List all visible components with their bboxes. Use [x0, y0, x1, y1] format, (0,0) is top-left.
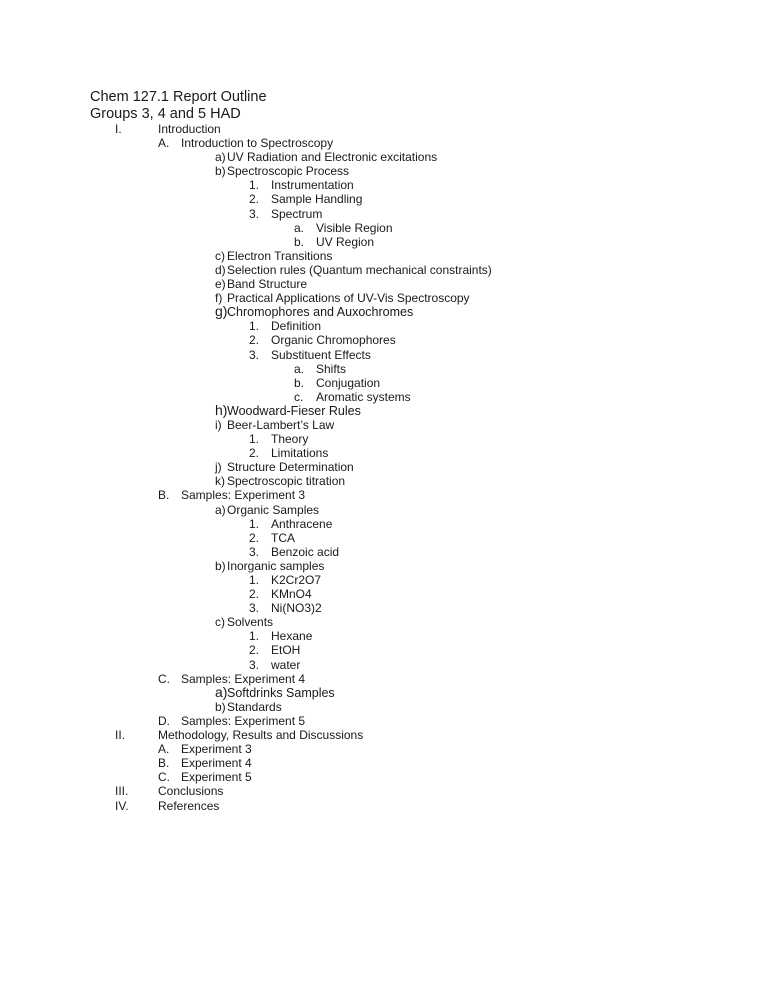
outline-item: [0, 601, 768, 615]
outline-marker: 1.: [249, 516, 260, 531]
document-subtitle: Groups 3, 4 and 5 HAD: [90, 106, 241, 122]
outline-item: [0, 376, 768, 390]
outline-marker: C.: [158, 770, 170, 785]
outline-text: Visible Region: [316, 220, 393, 235]
outline-item: [0, 207, 768, 221]
outline-text: Methodology, Results and Discussions: [158, 728, 364, 743]
outline-item: [0, 319, 768, 333]
outline-marker: a.: [294, 220, 305, 235]
outline-item: [0, 249, 768, 263]
outline-marker: d): [215, 262, 226, 277]
outline-marker: c): [215, 615, 225, 630]
outline-text: Theory: [271, 432, 309, 447]
outline-marker: 1.: [249, 573, 260, 587]
outline-text: Limitations: [271, 446, 329, 461]
outline-marker: b): [215, 699, 226, 714]
outline-marker: 3.: [249, 657, 260, 672]
outline-marker: 3.: [249, 347, 260, 362]
outline-marker: B.: [158, 488, 170, 503]
outline-text: Electron Transitions: [227, 248, 333, 263]
outline-item: [0, 122, 768, 136]
outline-text: Band Structure: [227, 277, 308, 292]
outline-text: Conjugation: [316, 375, 381, 390]
outline-text: Ni(NO3)2: [271, 601, 322, 616]
outline-item: [0, 714, 768, 728]
outline-marker: c.: [294, 389, 304, 404]
outline-marker: h): [215, 401, 228, 418]
outline-text: Experiment 5: [181, 770, 252, 785]
outline-marker: 2.: [249, 587, 260, 602]
outline-item: [0, 799, 768, 813]
outline-text: Selection rules (Quantum mechanical constraints): [227, 262, 492, 277]
outline-marker: a): [215, 683, 228, 700]
outline-item: [0, 401, 768, 418]
outline-item: [0, 348, 768, 362]
outline-item: [0, 517, 768, 531]
outline-text: Softdrinks Samples: [227, 685, 335, 700]
outline-marker: I.: [115, 122, 122, 136]
outline-text: Benzoic acid: [271, 544, 340, 559]
outline-item: [0, 756, 768, 770]
outline-text: Conclusions: [158, 784, 224, 799]
outline-text: Organic Chromophores: [271, 333, 396, 348]
outline-item: [0, 615, 768, 629]
outline-item: [0, 263, 768, 277]
outline-text: Inorganic samples: [227, 558, 325, 573]
outline-marker: b): [215, 164, 226, 179]
outline-item: [0, 700, 768, 714]
outline-marker: 3.: [249, 544, 260, 559]
outline-marker: b.: [294, 234, 305, 249]
outline-text: Structure Determination: [227, 460, 354, 475]
outline-text: Woodward-Fieser Rules: [227, 403, 361, 418]
outline-text: Experiment 4: [181, 756, 252, 771]
outline-item: [0, 460, 768, 474]
outline-text: Aromatic systems: [316, 389, 411, 404]
outline-marker: b): [215, 558, 226, 573]
outline-text: Anthracene: [271, 516, 333, 531]
outline-item: [0, 658, 768, 672]
outline-text: Standards: [227, 699, 282, 714]
outline-text: UV Radiation and Electronic excitations: [227, 150, 438, 165]
outline-item: [0, 559, 768, 573]
outline-item: [0, 192, 768, 206]
outline-marker: c): [215, 248, 225, 263]
outline-text: Chromophores and Auxochromes: [227, 305, 414, 320]
outline-marker: 1.: [249, 432, 260, 447]
outline-text: Practical Applications of UV-Vis Spectroscopy: [227, 291, 470, 306]
outline-item: [0, 587, 768, 601]
outline-marker: B.: [158, 756, 170, 771]
outline-marker: i): [215, 417, 222, 432]
outline-item: [0, 164, 768, 178]
outline-marker: 1.: [249, 178, 260, 193]
outline-text: Definition: [271, 319, 322, 334]
outline-marker: 2.: [249, 530, 260, 545]
outline-marker: a.: [294, 361, 305, 376]
outline-text: Spectroscopic Process: [227, 164, 350, 179]
outline-text: UV Region: [316, 234, 375, 249]
outline-marker: g): [215, 303, 228, 320]
outline-text: Organic Samples: [227, 502, 320, 517]
outline-text: Spectroscopic titration: [227, 474, 346, 489]
outline-marker: a): [215, 502, 226, 517]
outline-item: [0, 178, 768, 192]
outline-item: [0, 474, 768, 488]
outline-item: [0, 136, 768, 150]
outline-marker: II.: [115, 728, 126, 743]
outline-item: [0, 235, 768, 249]
outline-marker: 2.: [249, 446, 260, 461]
outline-item: [0, 531, 768, 545]
outline-marker: b.: [294, 375, 305, 390]
outline-text: TCA: [271, 530, 295, 545]
outline-item: [0, 643, 768, 657]
outline-item: [0, 390, 768, 404]
outline-item: [0, 629, 768, 643]
outline-item: [0, 672, 768, 686]
outline-marker: C.: [158, 671, 170, 686]
outline-item: [0, 742, 768, 756]
outline-text: Spectrum: [271, 206, 323, 221]
outline-marker: a): [215, 150, 226, 165]
outline-text: KMnO4: [271, 587, 312, 602]
outline-marker: A.: [158, 742, 170, 757]
outline-marker: D.: [158, 713, 170, 728]
outline-item: [0, 333, 768, 347]
outline-item: [0, 418, 768, 432]
outline-marker: 1.: [249, 629, 260, 644]
outline-text: EtOH: [271, 643, 301, 658]
outline-item: [0, 432, 768, 446]
outline-text: Sample Handling: [271, 192, 363, 207]
outline-marker: A.: [158, 136, 170, 151]
outline-text: K2Cr2O7: [271, 573, 322, 587]
outline-marker: 3.: [249, 601, 260, 616]
report-outline: [0, 122, 768, 813]
outline-text: Beer-Lambert’s Law: [227, 417, 335, 432]
outline-marker: j): [215, 460, 222, 475]
outline-item: [0, 305, 768, 319]
outline-text: Introduction: [158, 122, 221, 136]
outline-item: [0, 503, 768, 517]
outline-item: [0, 770, 768, 784]
outline-text: Hexane: [271, 629, 313, 644]
outline-text: Substituent Effects: [271, 347, 371, 362]
outline-item: [0, 573, 768, 587]
outline-text: Samples: Experiment 3: [181, 488, 306, 503]
outline-marker: k): [215, 474, 225, 489]
outline-text: Shifts: [316, 361, 347, 376]
outline-text: Experiment 3: [181, 742, 252, 757]
outline-item: [0, 728, 768, 742]
outline-text: References: [158, 798, 220, 813]
outline-marker: 2.: [249, 192, 260, 207]
outline-item: [0, 291, 768, 305]
outline-item: [0, 277, 768, 291]
outline-text: Samples: Experiment 5: [181, 713, 306, 728]
outline-item: [0, 362, 768, 376]
outline-item: [0, 221, 768, 235]
document-title: Chem 127.1 Report Outline: [90, 89, 267, 105]
outline-item: [0, 446, 768, 460]
outline-text: water: [271, 657, 301, 672]
outline-text: Samples: Experiment 4: [181, 671, 306, 686]
outline-item: [0, 784, 768, 798]
outline-text: Introduction to Spectroscopy: [181, 136, 334, 151]
outline-marker: 3.: [249, 206, 260, 221]
outline-text: Instrumentation: [271, 178, 354, 193]
outline-marker: f): [215, 291, 223, 306]
outline-marker: 1.: [249, 319, 260, 334]
outline-marker: III.: [115, 784, 129, 799]
outline-text: Solvents: [227, 615, 274, 630]
outline-marker: IV.: [115, 798, 129, 813]
outline-item: [0, 545, 768, 559]
outline-item: [0, 150, 768, 164]
outline-item: [0, 488, 768, 502]
outline-item: [0, 683, 768, 700]
outline-marker: 2.: [249, 643, 260, 658]
outline-marker: 2.: [249, 333, 260, 348]
outline-marker: e): [215, 277, 226, 292]
